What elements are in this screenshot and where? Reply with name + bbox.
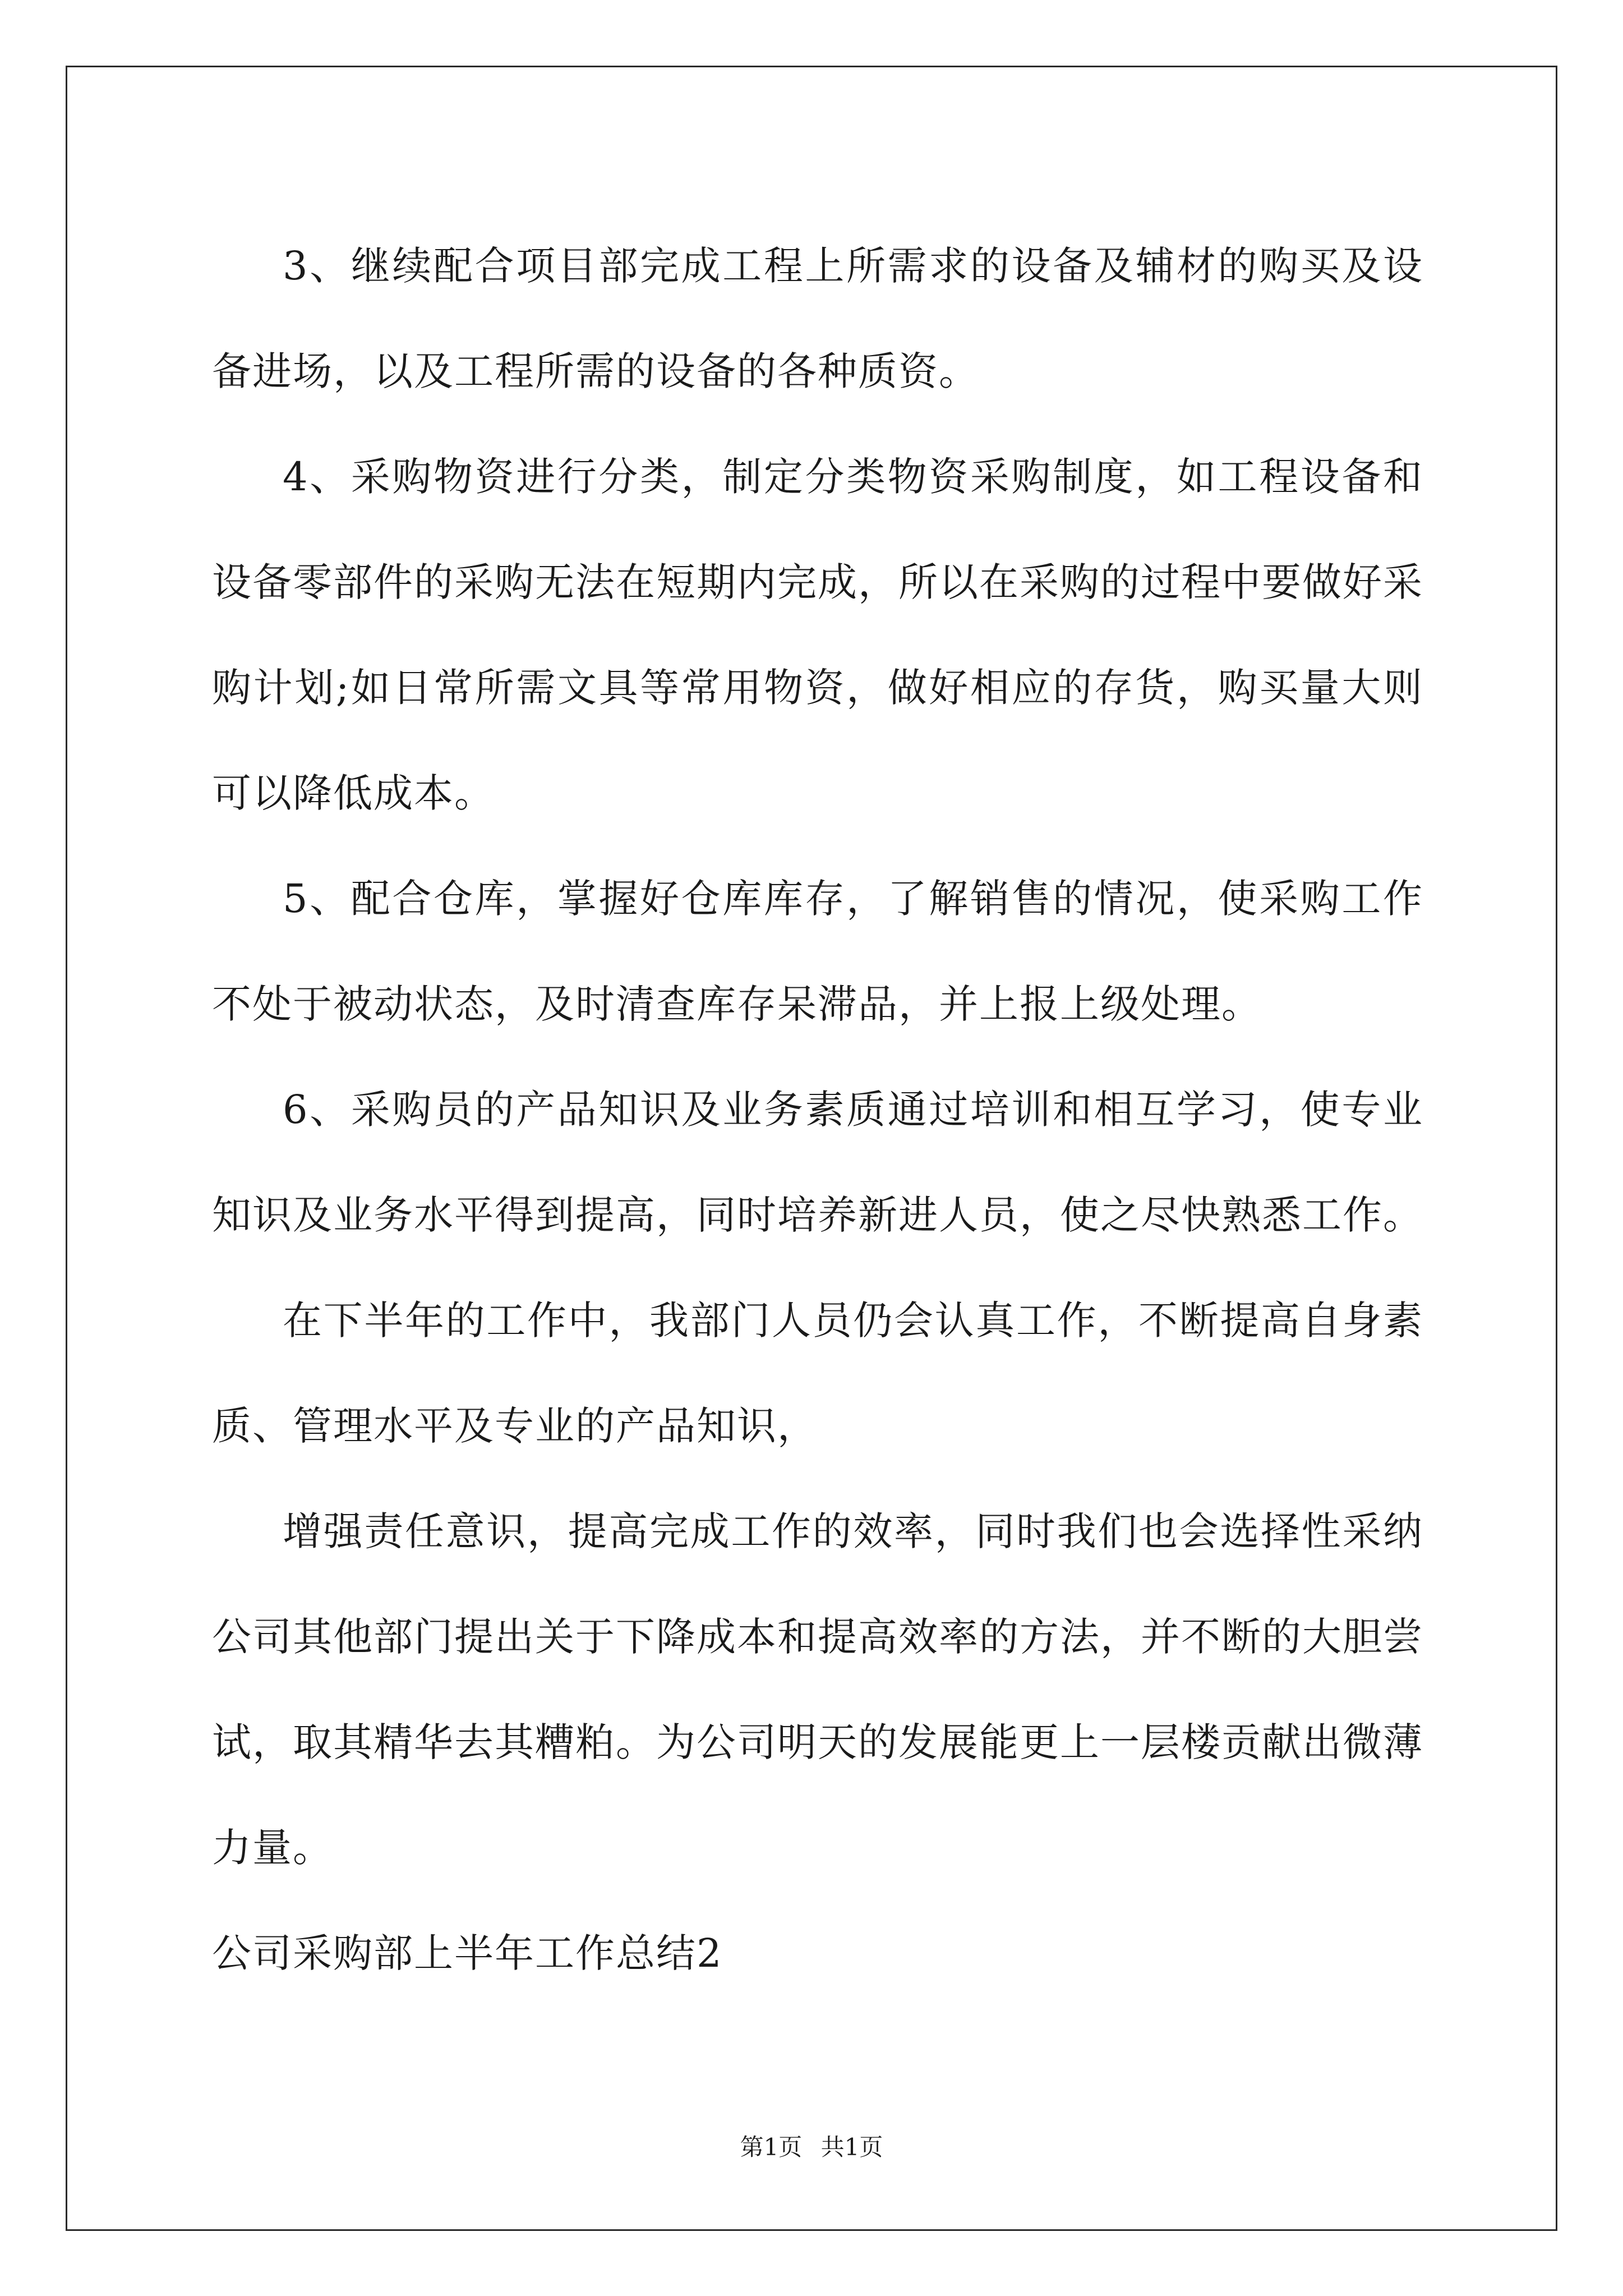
paragraph-item-6: 6、采购员的产品知识及业务素质通过培训和相互学习，使专业知识及业务水平得到提高，同时培养新进人员，使之尽快熟悉工作。 [212, 1087, 1423, 1238]
page-number-total: 共1页 [820, 2133, 883, 2161]
paragraph-responsibility: 增强责任意识，提高完成工作的效率，同时我们也会选择性采纳公司其他部门提出关于下降成本和提高效率的方法，并不断的大胆尝试，取其精华去其糟粕。为公司明天的发展能更上一层楼贡献出微薄力量。 [212, 1508, 1423, 1871]
paragraph-item-4: 4、采购物资进行分类，制定分类物资采购制度，如工程设备和设备零部件的采购无法在短期内完成，所以在采购的过程中要做好采购计划;如日常所需文具等常用物资，做好相应的存货，购买量大则可以降低成本。 [212, 454, 1423, 816]
paragraph-second-half-plan: 在下半年的工作中，我部门人员仍会认真工作，不断提高自身素质、管理水平及专业的产品知识， [212, 1297, 1423, 1449]
page-number-current: 第1页 [740, 2133, 803, 2161]
page-footer [0, 2129, 1623, 2162]
paragraph-item-5: 5、配合仓库，掌握好仓库库存，了解销售的情况，使采购工作不处于被动状态，及时清查库存呆滞品，并上报上级处理。 [212, 876, 1423, 1027]
paragraph-item-3: 3、继续配合项目部完成工程上所需求的设备及辅材的购买及设备进场，以及工程所需的设备的各种质资。 [212, 243, 1423, 394]
section-heading: 公司采购部上半年工作总结2 [212, 1930, 723, 1976]
document-body [212, 213, 1423, 2006]
